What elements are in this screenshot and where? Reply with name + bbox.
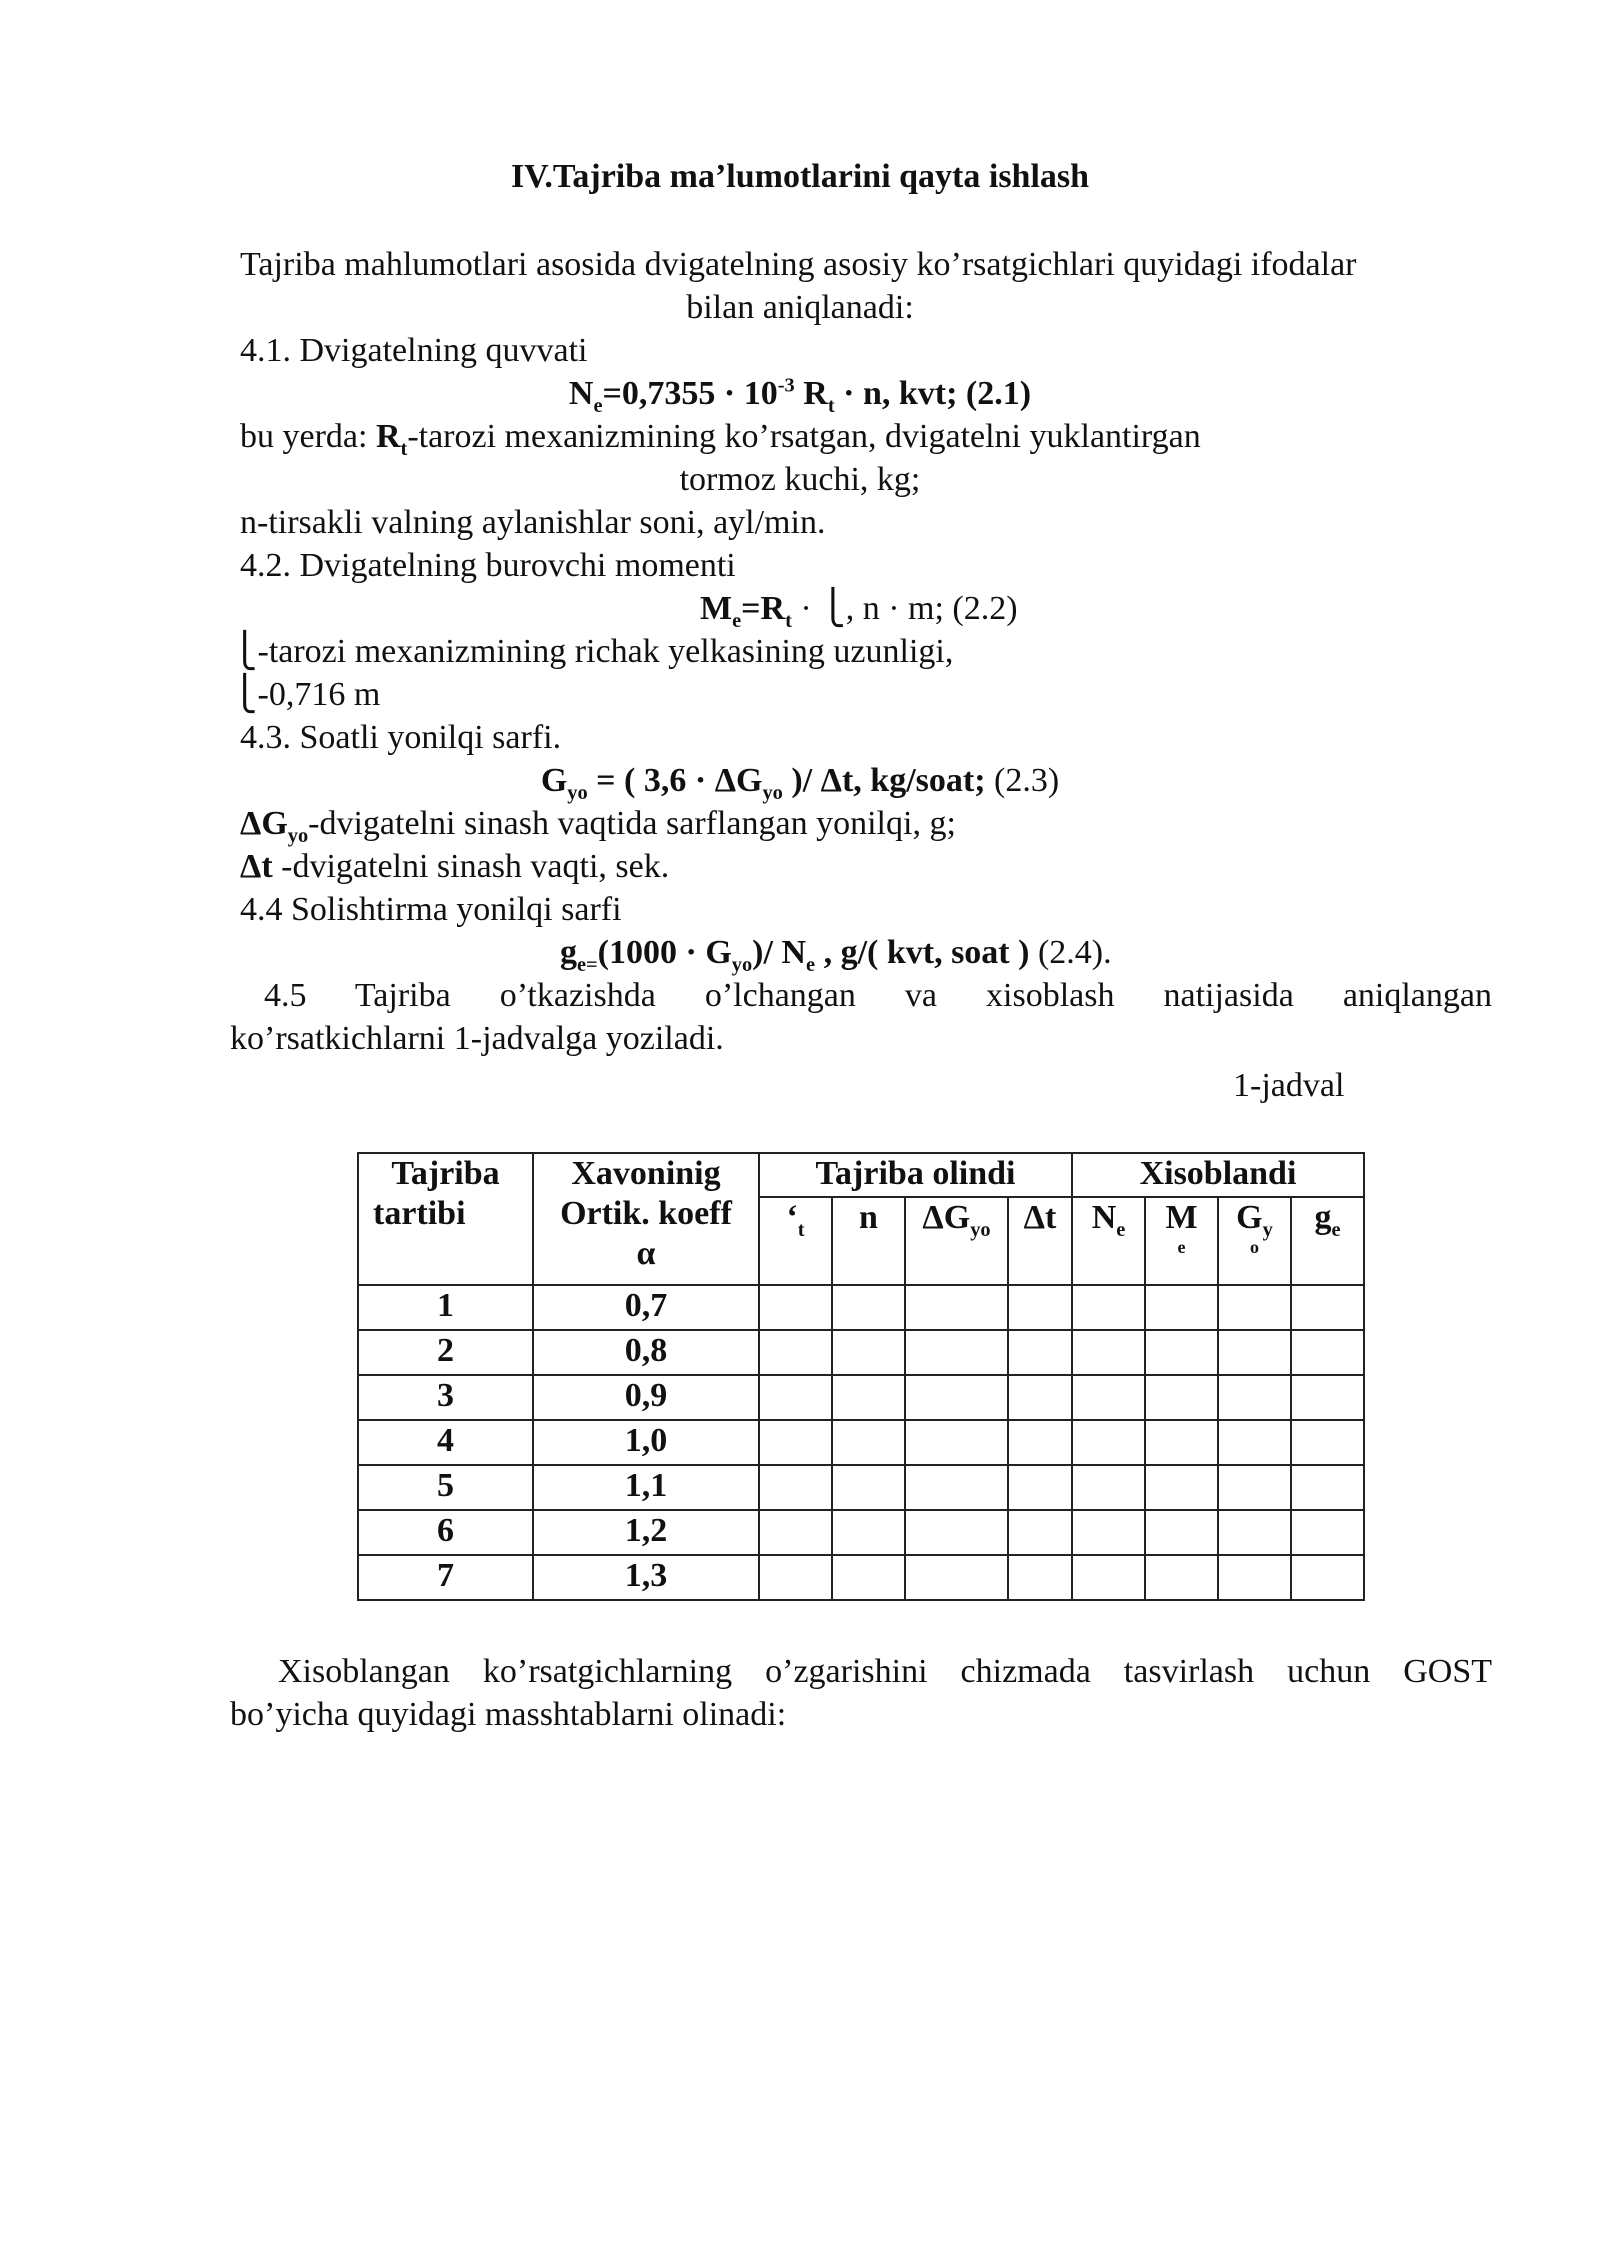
section-4-5-line-1: 4.5 Tajriba o’tkazishda o’lchangan va xisoblash natijasida aniqlangan xyxy=(264,977,1492,1014)
col-gyo: $G_y$ o xyxy=(1218,1197,1291,1285)
col-ne: $N_e$ xyxy=(1072,1197,1145,1285)
cell-empty xyxy=(905,1420,1008,1465)
cell-empty xyxy=(1145,1285,1218,1330)
intro-line-2: bilan aniqlanadi: xyxy=(686,289,914,326)
col-n: n xyxy=(832,1197,905,1285)
section-4-2-heading: 4.2. Dvigatelning burovchi momenti xyxy=(240,547,736,584)
cell-empty xyxy=(1218,1375,1291,1420)
cell-empty xyxy=(1291,1555,1364,1600)
cell-order: 4 xyxy=(358,1420,533,1465)
cell-empty xyxy=(905,1510,1008,1555)
cell-empty xyxy=(1218,1555,1291,1600)
section-4-1-explanation-1: bu yerda: $R_t$-tarozi mexanizmining ko’rsatgan, dvigatelni yuklantirgan xyxy=(240,418,1201,460)
cell-empty xyxy=(1072,1555,1145,1600)
formula-2-4: $g_{e=}(1000 \cdot G_{yo})/$ $N_e$ , g/( kvt, soat ) (2.4). xyxy=(560,934,1112,976)
cell-empty xyxy=(1008,1465,1072,1510)
cell-empty xyxy=(1072,1375,1145,1420)
section-4-2-explanation-1: ⎩-tarozi mexanizmining richak yelkasining uzunligi, xyxy=(232,633,954,670)
cell-empty xyxy=(1072,1420,1145,1465)
cell-empty xyxy=(759,1510,832,1555)
cell-empty xyxy=(1072,1465,1145,1510)
cell-empty xyxy=(1291,1465,1364,1510)
cell-empty xyxy=(1008,1510,1072,1555)
col-delta-t: Δt xyxy=(1008,1197,1072,1285)
cell-empty xyxy=(1145,1465,1218,1510)
cell-empty xyxy=(1218,1420,1291,1465)
results-table xyxy=(357,1152,1365,1601)
cell-empty xyxy=(905,1465,1008,1510)
section-4-1-explanation-3: n-tirsakli valning aylanishlar soni, ayl/min. xyxy=(240,504,826,541)
cell-empty xyxy=(1218,1330,1291,1375)
formula-2-1: $N_e=0,7355 \cdot 10^{-3}$ $R_t \cdot n$, kvt; (2.1) xyxy=(568,374,1032,417)
cell-alpha: 0,8 xyxy=(533,1330,759,1375)
cell-order: 1 xyxy=(358,1285,533,1330)
cell-empty xyxy=(1291,1375,1364,1420)
cell-empty xyxy=(759,1465,832,1510)
cell-empty xyxy=(832,1285,905,1330)
cell-alpha: 1,0 xyxy=(533,1420,759,1465)
formula-2-3: $G_{yo}$ = ( $3,6 \cdot \Delta G_{yo}$ )/ Δt, kg/soat; (2.3) xyxy=(540,762,1060,804)
cell-order: 3 xyxy=(358,1375,533,1420)
section-4-5-line-2: ko’rsatkichlarni 1-jadvalga yoziladi. xyxy=(230,1020,724,1057)
cell-empty xyxy=(1145,1510,1218,1555)
col-me: M e xyxy=(1145,1197,1218,1285)
cell-empty xyxy=(759,1285,832,1330)
table-row xyxy=(358,1420,1364,1465)
table-row xyxy=(358,1330,1364,1375)
table-row xyxy=(358,1555,1364,1600)
closing-line-1: Xisoblangan ko’rsatgichlarning o’zgarishini chizmada tasvirlash uchun GOST xyxy=(278,1653,1492,1690)
cell-empty xyxy=(832,1510,905,1555)
section-4-3-heading: 4.3. Soatli yonilqi sarfi. xyxy=(240,719,562,756)
section-4-1-heading: 4.1. Dvigatelning quvvati xyxy=(240,332,588,369)
cell-empty xyxy=(1008,1420,1072,1465)
cell-empty xyxy=(1218,1510,1291,1555)
closing-line-2: bo’yicha quyidagi masshtablarni olinadi: xyxy=(230,1696,787,1733)
cell-empty xyxy=(1072,1285,1145,1330)
cell-empty xyxy=(1145,1555,1218,1600)
table-body xyxy=(358,1285,1364,1600)
cell-empty xyxy=(1218,1285,1291,1330)
header-calculated: Xisoblandi xyxy=(1072,1153,1364,1197)
cell-empty xyxy=(832,1420,905,1465)
cell-empty xyxy=(905,1555,1008,1600)
cell-empty xyxy=(1218,1465,1291,1510)
section-4-2-explanation-2: ⎩-0,716 m xyxy=(232,676,381,713)
cell-empty xyxy=(1008,1555,1072,1600)
section-4-4-heading: 4.4 Solishtirma yonilqi sarfi xyxy=(240,891,622,928)
cell-empty xyxy=(1291,1510,1364,1555)
cell-empty xyxy=(905,1375,1008,1420)
cell-order: 5 xyxy=(358,1465,533,1510)
cell-empty xyxy=(832,1330,905,1375)
header-experiment: Tajriba olindi xyxy=(759,1153,1072,1197)
cell-order: 7 xyxy=(358,1555,533,1600)
cell-empty xyxy=(759,1330,832,1375)
cell-empty xyxy=(1145,1330,1218,1375)
cell-empty xyxy=(1008,1375,1072,1420)
table-row xyxy=(358,1375,1364,1420)
cell-empty xyxy=(759,1420,832,1465)
cell-empty xyxy=(1072,1330,1145,1375)
cell-empty xyxy=(832,1465,905,1510)
section-4-3-explanation-1: $\Delta G_{yo}$-dvigatelni sinash vaqtida sarflangan yonilqi, g; xyxy=(240,805,956,847)
header-air-excess: Xavoninig Ortik. koeff α xyxy=(533,1153,759,1285)
section-4-1-explanation-2: tormoz kuchi, kg; xyxy=(679,461,921,498)
table-row xyxy=(358,1285,1364,1330)
cell-empty xyxy=(759,1375,832,1420)
cell-empty xyxy=(832,1555,905,1600)
col-ge: $g_e$ xyxy=(1291,1197,1364,1285)
table-header-row-1 xyxy=(358,1153,1364,1197)
col-delta-g: $\Delta G_{yo}$ xyxy=(905,1197,1008,1285)
cell-order: 2 xyxy=(358,1330,533,1375)
cell-alpha: 0,7 xyxy=(533,1285,759,1330)
cell-empty xyxy=(1291,1330,1364,1375)
cell-alpha: 1,1 xyxy=(533,1465,759,1510)
intro-line-1: Tajriba mahlumotlari asosida dvigatelning asosiy ko’rsatgichlari quyidagi ifodalar xyxy=(240,246,1357,283)
cell-empty xyxy=(1291,1285,1364,1330)
cell-empty xyxy=(1145,1420,1218,1465)
cell-empty xyxy=(832,1375,905,1420)
col-rt: ‘$_t$ xyxy=(759,1197,832,1285)
table-row xyxy=(358,1510,1364,1555)
table-row xyxy=(358,1465,1364,1510)
cell-alpha: 0,9 xyxy=(533,1375,759,1420)
page-title: IV.Tajriba ma’lumotlarini qayta ishlash xyxy=(510,158,1090,195)
cell-empty xyxy=(1145,1375,1218,1420)
cell-empty xyxy=(759,1555,832,1600)
cell-empty xyxy=(1072,1510,1145,1555)
cell-empty xyxy=(1008,1285,1072,1330)
table-caption: 1-jadval xyxy=(1233,1067,1345,1104)
cell-empty xyxy=(905,1285,1008,1330)
cell-empty xyxy=(1291,1420,1364,1465)
cell-alpha: 1,3 xyxy=(533,1555,759,1600)
section-4-3-explanation-2: Δt -dvigatelni sinash vaqti, sek. xyxy=(240,848,670,885)
cell-empty xyxy=(1008,1330,1072,1375)
cell-order: 6 xyxy=(358,1510,533,1555)
formula-2-2: $M_e=R_t$ · ⎩, n · m; (2.2) xyxy=(700,590,1018,632)
cell-alpha: 1,2 xyxy=(533,1510,759,1555)
cell-empty xyxy=(905,1330,1008,1375)
header-order: Tajriba tartibi xyxy=(358,1153,533,1285)
